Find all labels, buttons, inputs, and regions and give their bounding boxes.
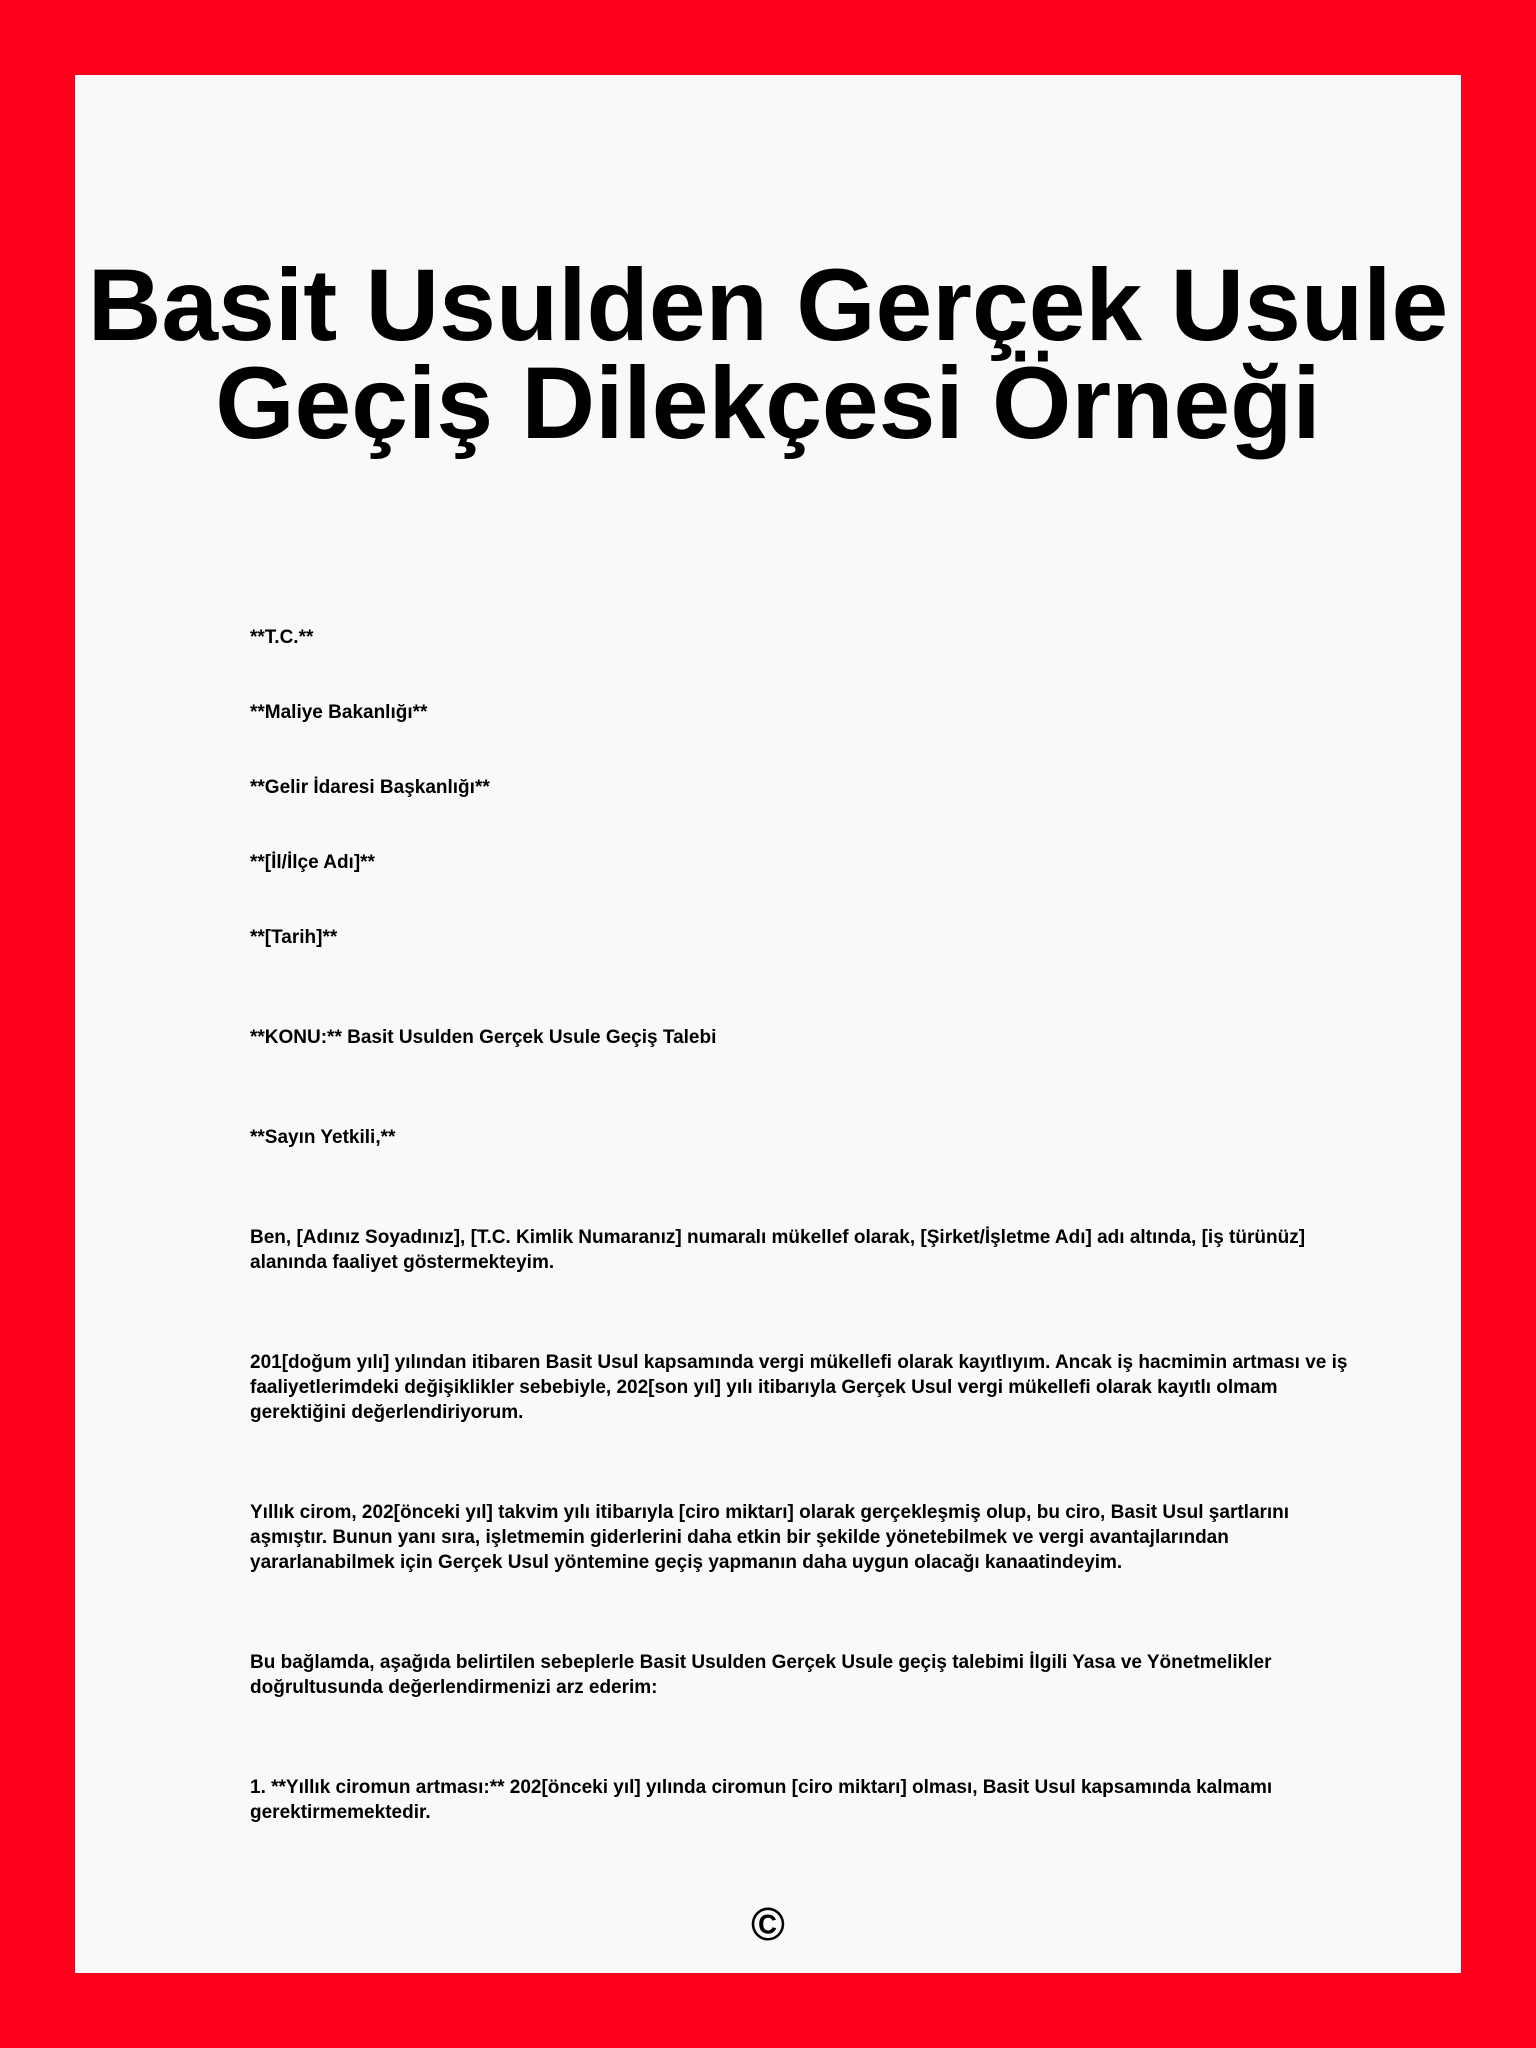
header-line-ministry: **Maliye Bakanlığı** [250,702,428,723]
paragraph-turnover: Yıllık cirom, 202[önceki yıl] takvim yılı itibarıyla [ciro miktarı] olarak gerçekleşmiş olup, bu ciro, Basit Usul şartlarını aşmıştır. Bunun yanı sıra, işletmemin giderlerini daha etkin bir şekilde yönetebilmek ve vergi avantajlarından yararlanabilmek için Gerçek Usul yöntemine geçiş yapmanın daha uygun olacağı kanaatindeyim. [250,1502,1295,1573]
letter-body [250,545,1353,1825]
paragraph-history: 201[doğum yılı] yılından itibaren Basit Usul kapsamında vergi mükellefi olarak kayıtlıyım. Ancak iş hacmimin artması ve iş faaliyetlerimdeki değişiklikler sebebiyle, 202[son yıl] yılı itibarıyla Gerçek Usul vergi mükellefi olarak kayıtlı olmam gerektiğini değerlendiriyorum. [250,1352,1353,1423]
paragraph-intro: Ben, [Adınız Soyadınız], [T.C. Kimlik Numaranız] numaralı mükellef olarak, [Şirket/İşletme Adı] adı altında, [iş türünüz] alanında faaliyet göstermekteyim. [250,1227,1311,1273]
header-line-province: **[İl/İlçe Adı]** [250,852,375,873]
list-item-reason-1: 1. **Yıllık ciromun artması:** 202[önceki yıl] yılında ciromun [ciro miktarı] olması, Basit Usul kapsamında kalmamı gerektirmemektedir. [250,1777,1278,1823]
document-title-line-1: Basit Usulden Gerçek Usule [87,248,1449,362]
copyright-symbol: © [751,1898,785,1950]
paragraph-request: Bu bağlamda, aşağıda belirtilen sebeplerle Basit Usulden Gerçek Usule geçiş talebimi İlgili Yasa ve Yönetmelikler doğrultusunda değerlendirmenizi arz ederim: [250,1652,1277,1698]
header-line-tc: **T.C.** [250,627,314,648]
subject-line: **KONU:** Basit Usulden Gerçek Usule Geçiş Talebi [250,1027,717,1048]
salutation: **Sayın Yetkili,** [250,1127,396,1148]
document-page [75,75,1461,1973]
header-line-date: **[Tarih]** [250,927,338,948]
header-line-department: **Gelir İdaresi Başkanlığı** [250,777,490,798]
document-title-line-2: Geçiş Dilekçesi Örneği [215,346,1321,460]
document-title [75,248,1461,460]
